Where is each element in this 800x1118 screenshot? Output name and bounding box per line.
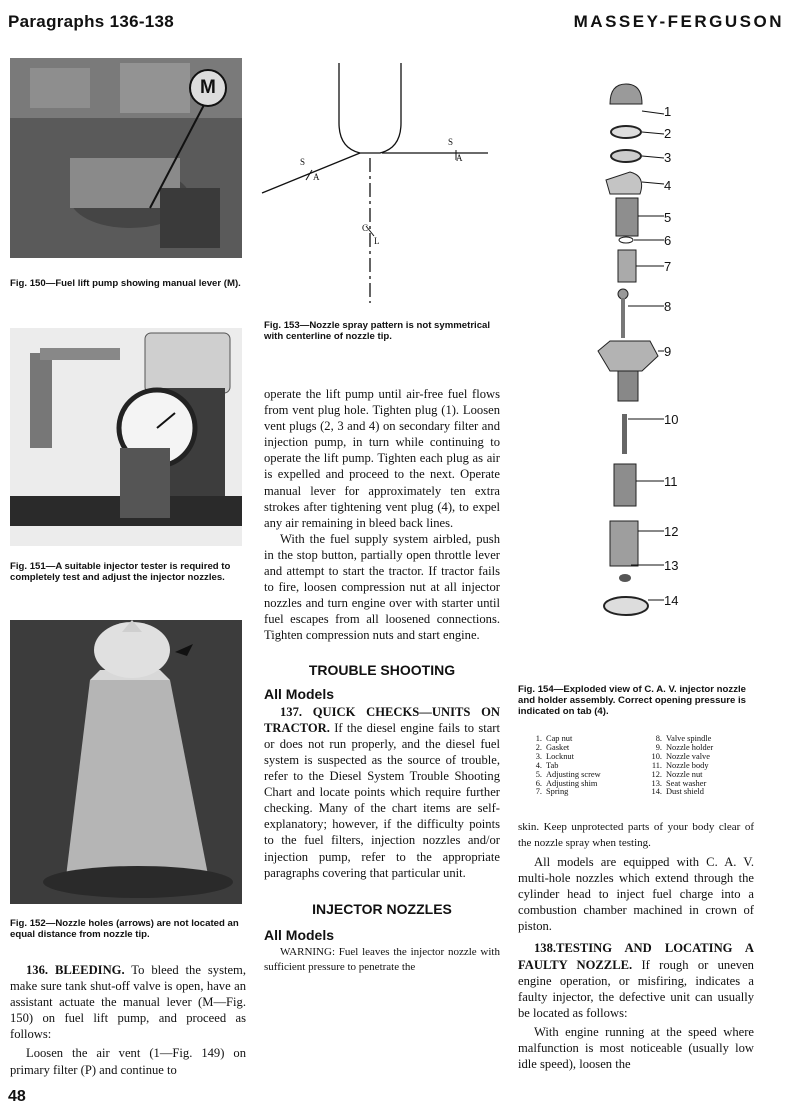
col3-text2: With engine running at the speed where malfunction is most noticeable (usually low idle speed), loosen the [518,1024,754,1072]
para-136-title: 136. BLEEDING. [26,963,125,977]
fig154-parts-legend [528,735,768,799]
fig153-diagram [260,58,500,308]
callout-8: 8 [664,299,672,314]
warning-text: WARNING: Fuel leaves the injector nozzle with sufficient pressure to penetrate the [264,945,500,974]
part-row: 6. Adjusting shim [535,778,598,788]
para-138-title: 138.TESTING AND LOCATING A FAULTY NOZZLE. [518,941,754,972]
callout-12: 12 [664,524,679,539]
para-136-text: To bleed the system, make sure tank shut-off valve is open, have an assistant actuate the manual lever (M—Fig. 150) on fuel lift pump, and proceed as follows: [10,963,246,1042]
para-137-title: 137. QUICK CHECKS—UNITS ON TRACTOR. [264,704,500,735]
callout-10: 10 [664,412,679,427]
para-137-text: If the diesel engine fails to start or does not run properly, and the diesel fuel system is suspected as the source of trouble, refer to the Diesel System Trouble Shooting Chart and locate points which require further checking. Many of the chart items are self-explanatory; however, if the difficulty points to the fuel filters, injection nozzles and/or injection pump, refer to the appropriate paragraphs covering that particular unit. [264,720,500,880]
callout-13: 13 [664,558,679,573]
section-trouble-shooting: TROUBLE SHOOTING [308,661,456,678]
part-row: 4. Tab [535,760,559,770]
part-row: 1. Cap nut [535,734,573,743]
nozzle-tip-image [10,620,242,904]
part-row: 12. Nozzle nut [651,769,703,779]
para-137 [264,704,500,881]
part-row: 5. Adjusting screw [535,769,601,779]
fig153-label-l: L [374,236,380,246]
callout-2: 2 [664,126,672,141]
parts-right-column [648,735,713,797]
part-row: 11. Nozzle body [651,760,709,770]
col3-text1: All models are equipped with C. A. V. multi-hole nozzles which extend through the cylinder head to inject fuel charge into a combustion chamber machined in crown of piston. [518,855,754,934]
callout-11: 11 [664,474,678,489]
part-row: 13. Seat washer [651,778,707,788]
para-136-cont: Loosen the air vent (1—Fig. 149) on primary filter (P) and continue to [10,1046,246,1077]
callout-3: 3 [664,150,672,165]
page-number: 48 [8,1088,26,1105]
fig150-photo [10,58,242,258]
fig153-caption: Fig. 153—Nozzle spray pattern is not symmetrical with centerline of nozzle tip. [264,320,491,342]
callout-9: 9 [664,344,672,359]
callout-7: 7 [664,259,672,274]
part-row: 9. Nozzle holder [655,742,714,752]
column-3-text [518,820,754,1072]
col2-text1: operate the lift pump until air-free fuel flows from vent plug hole. Tighten plug (1). Loosen vent plugs (2, 3 and 4) on secondary filter and injection pump, in turn while continuing to operate the lift pump. Tighten each plug as air is expelled and proceed to the next. Operate manual lever for approximately ten extra strokes after tightening vent plug (4), to expel any air remaining in bleed back lines. [264,387,500,530]
warning-continued: skin. Keep unprotected parts of your body clear of the nozzle spray when testing. [518,821,754,849]
fig152-caption: Fig. 152—Nozzle holes (arrows) are not located an equal distance from nozzle tip. [10,918,239,940]
col2-text2: With the fuel supply system airbled, push in the stop button, partially open throttle lever and attempt to start the tractor. If tractor fails to fire, loosen compression nut at all injector nozzles and turn engine over with starter until fuel escapes from all loosened connections. Tighten compression nuts and start engine. [264,531,500,643]
fig152-photo [10,620,242,904]
injector-tester-image [10,328,242,546]
fig150-caption: Fig. 150—Fuel lift pump showing manual lever (M). [10,278,241,289]
subhead-all-models-2: All Models [264,926,335,943]
parts-left-column [528,735,601,797]
callout-6: 6 [664,233,672,248]
spray-pattern-diagram [260,58,500,308]
fig153-label-c: C [362,223,369,233]
fig153-label-a-right: A [456,153,463,163]
callout-14: 14 [664,593,679,608]
para-138-text: If rough or uneven engine operation, or misfiring, indicates a faulty injector, the defective unit can usually be located as follows: [518,957,754,1020]
callout-1: 1 [664,104,672,119]
part-row: 8. Valve spindle [655,734,712,743]
fig151-photo [10,328,242,546]
part-row: 14. Dust shield [651,787,704,797]
column-2-text [264,386,500,976]
section-injector-nozzles: INJECTOR NOZZLES [312,900,452,917]
fig153-label-s-right: S [448,137,454,147]
fig153-label-a-left: A [313,172,320,182]
subhead-all-models-1: All Models [264,685,335,702]
para-138 [518,940,754,1020]
part-row: 2. Gasket [535,742,570,752]
fig154-callouts [664,104,694,634]
column-1-text [10,962,246,1078]
fig154-caption: Fig. 154—Exploded view of C. A. V. injector nozzle and holder assembly. Correct opening pressure is indicated on tab (4). [518,684,747,717]
fig150-marker: M [200,77,216,98]
fig153-label-s-left: S [300,157,306,167]
callout-5: 5 [664,210,672,225]
page-header-left: Paragraphs 136-138 [8,12,175,31]
para-136 [10,962,246,1042]
part-row: 10. Nozzle valve [651,751,710,761]
page-header-right: MASSEY-FERGUSON [573,12,784,31]
callout-4: 4 [664,178,672,193]
part-row: 7. Spring [535,787,569,797]
fig151-caption: Fig. 151—A suitable injector tester is required to completely test and adjust the injector nozzles. [10,561,231,583]
part-row: 3. Locknut [535,751,574,761]
